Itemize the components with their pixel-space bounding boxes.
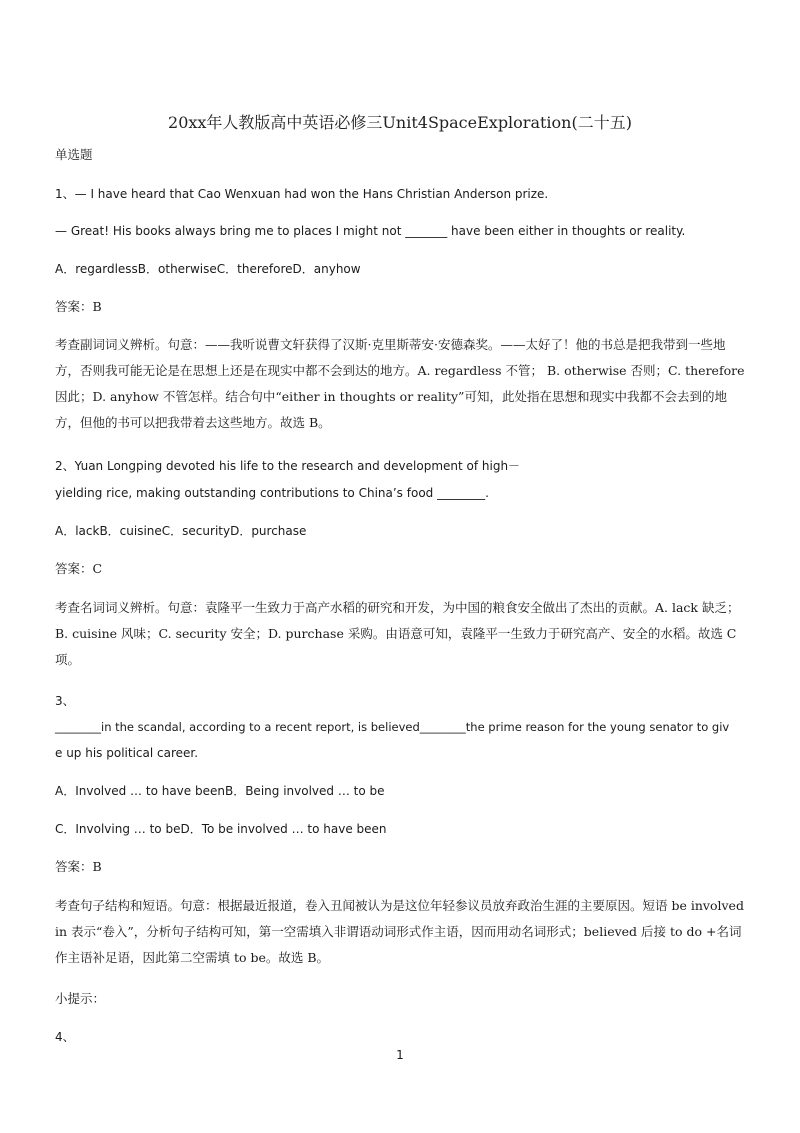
question-4-number: 4、 <box>55 1030 75 1044</box>
question-2-stem-line-1: 2、Yuan Longping devoted his life to the research and development of high－ <box>55 459 521 473</box>
question-1-stem-line-1: 1、— I have heard that Cao Wenxuan had won the Hans Christian Anderson prize. <box>55 187 549 201</box>
question-3-stem-line-2: e up his political career. <box>55 746 199 760</box>
question-3-options-line-1: A．Involved … to have beenB．Being involved … to be <box>55 784 385 798</box>
question-1-answer: 答案：B <box>55 299 102 314</box>
question-2-explanation: 考查名词词义辨析。句意：袁隆平一生致力于高产水稻的研究和开发，为中国的粮食安全做出了杰出的贡献。A. lack 缺乏；B. cuisine 风味；C. security 安全；D. purchase 采购。由语意可知，袁隆平一生致力于研究高产、安全的水稻。故选 C 项。 <box>55 600 740 667</box>
question-2-answer: 答案：C <box>55 561 103 576</box>
question-3-answer: 答案：B <box>55 859 102 874</box>
question-3-explanation: 考查句子结构和短语。句意：根据最近报道，卷入丑闻被认为是这位年轻参议员放弃政治生涯的主要原因。短语 be involved in 表示“卷入”，分析句子结构可知，第一空需填入非谓语动词形式作主语，因而用动名词形式；believed 后接 to do +名词作主语补足语，因此第二空需填 to be。故选 B。 <box>55 898 744 965</box>
question-1-explanation: 考查副词词义辨析。句意：——我听说曹文轩获得了汉斯·克里斯蒂安·安德森奖。——太好了！他的书总是把我带到一些地方，否则我可能无论是在思想上还是在现实中都不会到达的地方。A. regardless 不管； B. otherwise 否则；C. therefore 因此；D. anyhow 不管怎样。结合句中“either in thoughts or reality”可知，此处指在思想和现实中我都不会去到的地方，但他的书可以把我带着去这些地方。故选 B。 <box>55 337 745 430</box>
section-heading: 单选题 <box>55 147 93 162</box>
question-3-stem-line-1: ________in the scandal, according to a recent report, is believed________the prime reason for the young senator to giv <box>55 720 730 734</box>
tip-label: 小提示： <box>55 991 106 1006</box>
question-2-stem-line-2: yielding rice, making outstanding contributions to China’s food ________. <box>55 486 489 500</box>
page-number: 1 <box>396 1048 404 1062</box>
question-1-stem-line-2: — Great! His books always bring me to places I might not _______ have been either in thoughts or reality. <box>55 224 686 238</box>
question-3-number: 3、 <box>55 694 75 708</box>
document-title: 20xx年人教版高中英语必修三Unit4SpaceExploration(二十五) <box>168 113 632 132</box>
question-3-options-line-2: C．Involving … to beD．To be involved … to have been <box>55 822 387 836</box>
question-2-options: A．lackB．cuisineC．securityD．purchase <box>55 524 307 538</box>
question-1-options: A．regardlessB．otherwiseC．thereforeD．anyhow <box>55 262 361 276</box>
